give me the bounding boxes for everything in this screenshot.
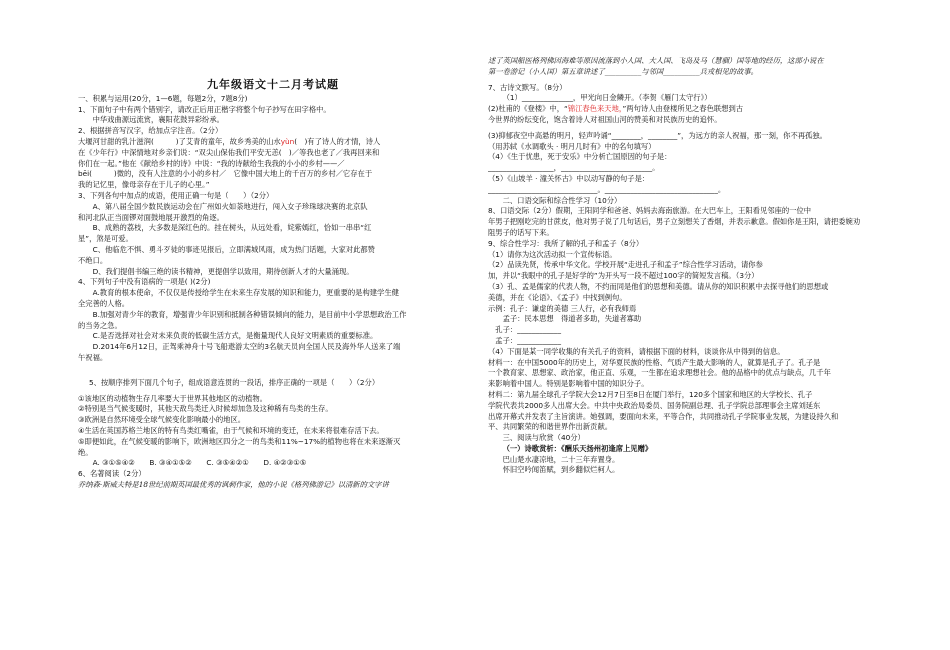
section-heading: 三、阅读与欣赏（40分）: [502, 433, 585, 443]
material-text: 材料二：第九届全球孔子学院大会12月7日至8日在厦门举行，120多个国家和地区的大学校长、孔子: [488, 389, 813, 399]
answer-line: ______________________________。_______________________________。: [488, 184, 726, 194]
sentence-3: ③欧洲是自然环境受全球气候变化影响最小的地区。: [78, 415, 246, 425]
poem-line: 怀旧空吟闻笛赋，到乡翻似烂柯人。: [502, 465, 620, 475]
material-text: 出席开幕式并发表了主旨演讲。她强调，要面向未来，平等合作，共同推动孔子学院事业发展，为建设持久和: [488, 411, 839, 421]
option-text: 和河北队正当面锣对面鼓地展开激烈的角逐。: [78, 212, 224, 222]
option-text: A.教育的根本使命，不仅仅是传授给学生在未来生存发展的知识和能力，更重要的是构建学生健: [92, 288, 399, 298]
right-column: [488, 56, 888, 476]
sentence-5: ⑤即便如此，在气候变暖的影响下，欧洲地区四分之一的鸟类和11%~17%的植物也将在未来逐渐灭: [78, 436, 401, 446]
material-text: 一个教育家、思想家、政治家，他正直、乐观，一生都在追求理想社会。他的品格中的优点与缺点，几千年: [488, 368, 831, 378]
question-text: （用苏轼《水调歌头 · 明月几时有》中的名句填写）: [488, 141, 656, 151]
question-text: 你们在一起。”他在《献给乡村的诗》中说：“我的诗献给生我我的小小的乡村——／: [78, 158, 345, 168]
sentence-5-cont: 绝。: [78, 447, 93, 457]
section-heading: 二、口语交际和综合性学习（10分）: [502, 195, 622, 205]
option-text: D.2014年6月12日，正驾乘神舟十号飞船遨游太空的3名航天员向全国人民及海外华人送来了端: [92, 342, 401, 352]
question-text: 中华戏曲源远流赏，襄阳花鼓异彩纷承。: [92, 115, 224, 125]
question-text: 8、口语交际（2分）假期，王阳同学和爸爸、妈妈去海南旅游。在大巴车上，王阳看见邻座的一位中: [488, 206, 812, 216]
pinyin-yun: yùn: [280, 136, 295, 146]
question-text: （5）《山坡羊 · 潼关怀古》中以动写静的句子是：: [488, 173, 650, 183]
question-text: 9、综合性学习：我所了解的孔子和孟子（8分）: [488, 238, 644, 248]
question-text: 乔纳森·斯威夫特是18世纪前期英国最优秀的讽刺作家，他的小说《格列佛游记》以清新的文字讲: [78, 479, 389, 489]
question-text: 在《少年行》中深情地对乡亲们说：“双尖山保佑我们平安无恙( )／等我也老了／我再回来和: [78, 147, 380, 157]
question-text: bēi( )微的，没有人注意的小小的乡村／ 它像中国大地上的千百万的乡村／它存在于: [78, 169, 373, 179]
option-text: C.是否选择对社会对未来负责的低碳生活方式，是衡量现代人良好文明素质的重要标准。: [92, 331, 378, 341]
option-text: 星”，煞是可爱。: [78, 234, 133, 244]
question-text: （1）______________，甲光向日金鳞开。（李贺《雁门太守行》）: [502, 93, 712, 103]
question-text: 阻男子的话写下来。: [488, 227, 554, 237]
red-quote: 锦江春色来天地，: [567, 104, 623, 114]
option-text: 不绝口。: [78, 255, 108, 265]
sentence-1: ①该地区的动植物生存几率要大于世界其他地区的动植物。: [78, 393, 267, 403]
option-text: 午祝福。: [78, 352, 108, 362]
question-text: 7、古诗文默写。（8分）: [488, 82, 567, 92]
example-text: 示例：孔子：谦虚的美德 三人行，必有我师焉: [488, 303, 637, 313]
question-text: 5、按顺序排列下面几个句子，组成语意连贯的一段话，排序正确的一项是（ ）（2分）: [88, 377, 380, 387]
option-text: B.加强对青少年的教育，增强青少年识别和抵制各种错误倾向的能力，是目前中小学思想政治工作: [92, 309, 407, 319]
question-text: 述了英国船医格列佛因海难等原因流落到小人国、大人国、飞岛及马（慧骃）国等地的经历，这部小说在: [488, 56, 824, 65]
poem-title: （一）诗歌赏析：《酬乐天扬州初逢席上见赠》: [502, 443, 653, 453]
answer-options: A. ③①⑤④② B. ③④①⑤② C. ③⑤④②① D. ④②③①⑤: [92, 458, 307, 468]
question-text: （4）《生于忧患，死于安乐》中分析亡国原因的句子是：: [488, 152, 672, 162]
question-text: (2)杜甫的《登楼》中，“锦江春色来天地，”两句诗人由登楼所见之春色联想到古: [488, 104, 744, 114]
question-text: 美德，并在《论语》、《孟子》中找到例句。: [488, 292, 627, 302]
option-text: D、我们提倡书编三绝的读书精神，更提倡学以致用，期待创新人才的大量涌现。: [92, 266, 354, 276]
exam-title: 九年级语文十二月考试题: [207, 78, 339, 91]
option-text: 的当务之急。: [78, 320, 122, 330]
sentence-2: ②特别是当气候变暖时，其他天敌鸟类迁入时候却加急及这种稀有鸟类的生存。: [78, 404, 333, 414]
option-text: A、第八届全国少数民族运动会在广州如火如荼地进行，闯入女子珍珠球决赛的北京队: [92, 201, 368, 211]
question-text: 今世界的纷纭变化，饱含着诗人对祖国山河的赞美和对民族历史的追怀。: [488, 114, 722, 124]
question-text: (3)抑郁夜空中高悬的明月，轻声吟诵“________，________”，为远方的亲人祝福，那一刻，你不再孤独。: [488, 130, 827, 140]
question-text: 年男子把刚吃完的甘蔗皮，他对男子说了几句话后，男子立刻想关了香烟，并表示歉意。假如你是王阳，请把委婉劝: [488, 217, 861, 227]
question-text: （2）品读先贤，传承中华文化。学校开展“走进孔子和孟子”综合性学习活动，请你参: [488, 260, 763, 270]
answer-line: 孔子：____________: [488, 325, 561, 335]
material-text: 平、共同繁荣的和谐世界作出新贡献。: [488, 422, 613, 432]
material-text: 材料一：在中国5000年的历史上，对华夏民族的性格、气质产生最大影响的人，就算是孔子了。孔子是: [488, 357, 821, 367]
option-text: B、成熟的荔枝，大多数是深红色的。挂在树头，从远处看，姹紫嫣红，恰如一串串“红: [92, 223, 372, 233]
question-text: 6、名著阅读（2分）: [78, 469, 146, 479]
option-text: 全完善的人格。: [78, 298, 130, 308]
section-heading: 一、积累与运用(20分，1—6题，每题2分，7题8分): [78, 93, 248, 103]
sentence-4: ④生活在英国苏格兰地区的特有鸟类红嘴雀，由于气候和环境的变迁，在未来将很难存活下去。: [78, 425, 384, 435]
question-text: （4）下面是某一同学收集的有关孔子的资料，请根据下面的材料，谈谈你从中得到的信息。: [488, 346, 785, 356]
question-text: 4、下列句子中没有语病的一项是( )(2分): [78, 277, 211, 287]
question-text: 大堰河甘甜的乳汁滋润( )了艾青的童年，故乡秀美的山水yùn( )有了诗人的才情，诗人: [78, 136, 381, 146]
poem-line: 巴山楚水凄凉地，二十三年弃置身。: [502, 454, 620, 464]
option-text: C、他临危不惧、勇斗歹徒的事迹见报后，立即满城风雨，成为热门话题，大家对此都赞: [92, 244, 375, 254]
question-text: 我的记忆里，像母亲存在于儿子的心里。”: [78, 180, 210, 190]
question-text: 2、根据拼音写汉字，给加点字注音。（2分）: [78, 126, 223, 136]
material-text: 来影响着中国人。特别是影响着中国的知识分子。: [488, 379, 649, 389]
answer-line: 孟子：____________: [488, 335, 561, 345]
question-text: 3、下列各句中加点的成语，使用正确一句是（ ）（2分）: [78, 190, 274, 200]
example-text: 孟子：民本思想 得道者多助，失道者寡助: [488, 314, 642, 324]
material-text: 学院代表共2000多人出席大会。中共中央政治局委员、国务院副总理、孔子学院总部理事会主席刘延东: [488, 400, 821, 410]
question-text: 加，并以“我眼中的孔子是好学的”为开头写一段不超过100字的简短发言稿。（3分）: [488, 271, 759, 281]
question-text: （3）孔、孟是儒家的代表人物，不约而同是他们的思想和美德。请从你的知识积累中去探寻他们的思想或: [488, 281, 829, 291]
question-text: 第一卷游记（小人国）第五章讲述了__________与邻国__________兵戎相见的故事。: [488, 66, 758, 76]
answer-line: __________________，_________________________。: [488, 163, 660, 173]
question-text: 1、下面句子中有两个错别字，请改正后用正楷字将整个句子抄写在田字格中。: [78, 104, 331, 114]
left-column: [78, 0, 468, 491]
question-text: （1）请你为这次活动拟一个宣传标语。: [488, 249, 617, 259]
